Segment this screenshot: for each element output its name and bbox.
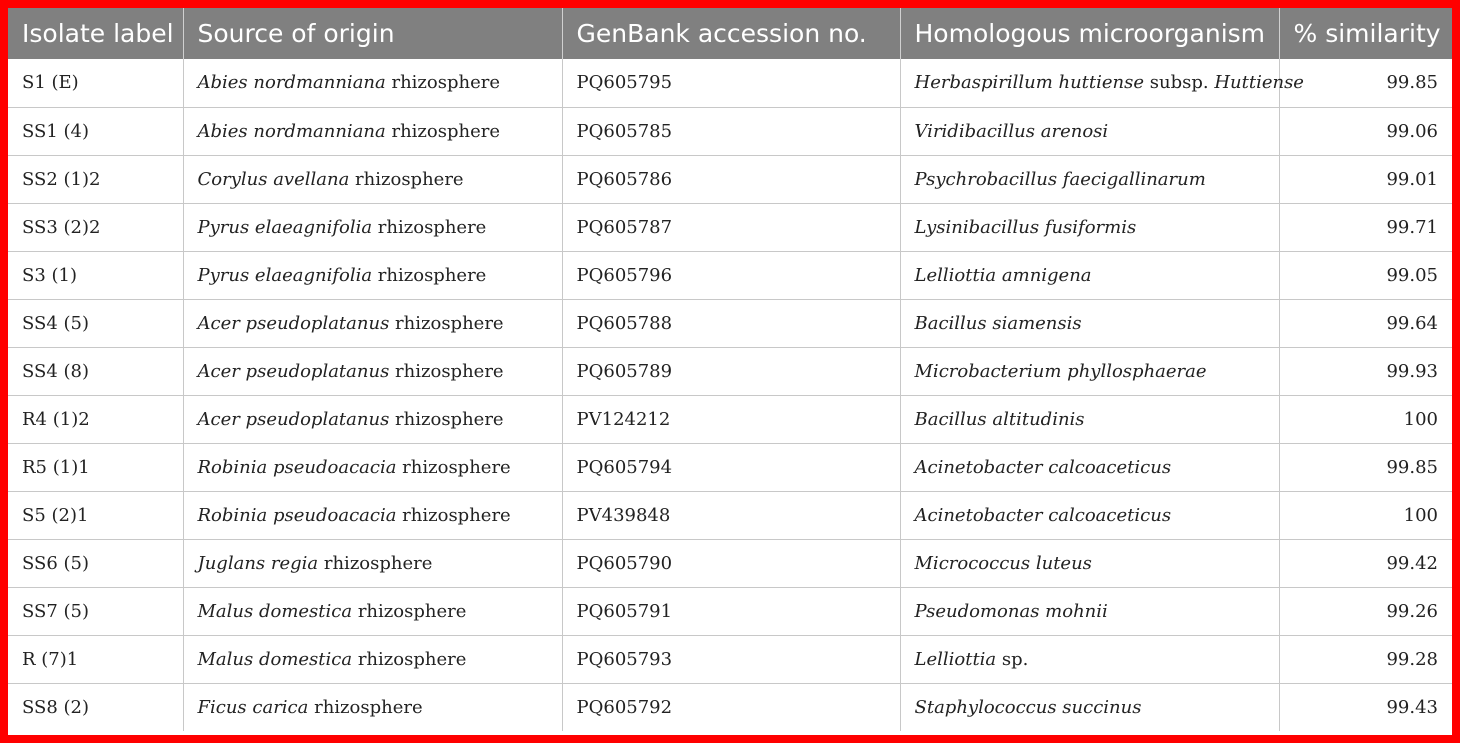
cell-homologous-microorganism	[900, 59, 1304, 107]
cell-homologous-microorganism	[900, 155, 1279, 203]
source-suffix: rhizosphere	[389, 408, 504, 430]
source-species: Acer pseudoplatanus	[197, 408, 390, 430]
table-row	[8, 683, 1452, 731]
table-row	[8, 395, 1452, 443]
source-suffix: rhizosphere	[372, 264, 487, 286]
cell-homologous-microorganism	[900, 491, 1279, 539]
cell-source-of-origin	[183, 203, 562, 251]
cell-source-of-origin	[183, 395, 562, 443]
table-row	[8, 155, 1452, 203]
cell-accession: PQ605789	[562, 347, 900, 395]
organism-name: Bacillus siamensis	[914, 312, 1082, 334]
cell-similarity: 99.71	[1279, 203, 1452, 251]
cell-homologous-microorganism	[900, 203, 1279, 251]
organism-name: Acinetobacter calcoaceticus	[914, 504, 1172, 526]
organism-qualifier: subsp.	[1144, 72, 1215, 94]
source-suffix: rhizosphere	[385, 120, 501, 142]
organism-name: Lelliottia	[914, 648, 997, 670]
cell-isolate-label: SS7 (5)	[8, 587, 183, 635]
source-species: Robinia pseudoacacia	[197, 504, 397, 526]
cell-homologous-microorganism	[900, 443, 1279, 491]
cell-similarity: 99.93	[1279, 347, 1452, 395]
cell-accession: PQ605794	[562, 443, 900, 491]
cell-isolate-label: SS1 (4)	[8, 107, 183, 155]
organism-name: Herbaspirillum huttiense	[914, 72, 1145, 94]
cell-source-of-origin	[183, 299, 562, 347]
header-homologous-microorganism: Homologous microorganism	[900, 8, 1279, 59]
source-species: Abies nordmanniana	[197, 72, 386, 94]
table-row	[8, 635, 1452, 683]
header-source-of-origin: Source of origin	[183, 8, 562, 59]
cell-similarity: 100	[1279, 491, 1452, 539]
organism-name: Staphylococcus succinus	[914, 696, 1142, 718]
cell-accession: PQ605793	[562, 635, 900, 683]
cell-accession: PV439848	[562, 491, 900, 539]
table-row	[8, 347, 1452, 395]
cell-source-of-origin	[183, 107, 562, 155]
cell-homologous-microorganism	[900, 683, 1279, 731]
cell-source-of-origin	[183, 683, 562, 731]
organism-qualifier: sp.	[996, 648, 1029, 670]
cell-source-of-origin	[183, 635, 562, 683]
cell-source-of-origin	[183, 587, 562, 635]
cell-isolate-label: SS2 (1)2	[8, 155, 183, 203]
cell-homologous-microorganism	[900, 107, 1279, 155]
cell-isolate-label: S1 (E)	[8, 59, 183, 107]
organism-name: Psychrobacillus faecigallinarum	[914, 168, 1206, 190]
source-species: Pyrus elaeagnifolia	[197, 264, 373, 286]
source-suffix: rhizosphere	[385, 72, 501, 94]
organism-name: Acinetobacter calcoaceticus	[914, 456, 1172, 478]
organism-name: Micrococcus luteus	[914, 552, 1092, 574]
source-species: Abies nordmanniana	[197, 120, 386, 142]
cell-accession: PQ605795	[562, 59, 900, 107]
source-suffix: rhizosphere	[318, 552, 433, 574]
header-genbank-accession: GenBank accession no.	[562, 8, 900, 59]
cell-source-of-origin	[183, 539, 562, 587]
cell-isolate-label: S5 (2)1	[8, 491, 183, 539]
cell-isolate-label: R5 (1)1	[8, 443, 183, 491]
cell-similarity: 99.64	[1279, 299, 1452, 347]
cell-similarity: 99.26	[1279, 587, 1452, 635]
cell-accession: PQ605785	[562, 107, 900, 155]
source-species: Ficus carica	[197, 696, 309, 718]
table-row	[8, 203, 1452, 251]
cell-similarity: 99.01	[1279, 155, 1452, 203]
cell-homologous-microorganism	[900, 299, 1279, 347]
table-header	[8, 8, 1452, 59]
cell-source-of-origin	[183, 443, 562, 491]
isolate-table	[8, 8, 1452, 731]
cell-accession: PQ605796	[562, 251, 900, 299]
table-body	[8, 59, 1452, 731]
cell-similarity: 100	[1279, 395, 1452, 443]
organism-name: Pseudomonas mohnii	[914, 600, 1108, 622]
table-row	[8, 59, 1452, 107]
source-suffix: rhizosphere	[352, 648, 467, 670]
cell-homologous-microorganism	[900, 395, 1279, 443]
source-species: Corylus avellana	[197, 168, 350, 190]
organism-name: Viridibacillus arenosi	[914, 120, 1109, 142]
organism-name: Lysinibacillus fusiformis	[914, 216, 1137, 238]
cell-homologous-microorganism	[900, 587, 1279, 635]
cell-source-of-origin	[183, 251, 562, 299]
cell-accession: PV124212	[562, 395, 900, 443]
cell-accession: PQ605792	[562, 683, 900, 731]
source-suffix: rhizosphere	[396, 504, 511, 526]
cell-isolate-label: SS6 (5)	[8, 539, 183, 587]
table-row	[8, 107, 1452, 155]
cell-isolate-label: R4 (1)2	[8, 395, 183, 443]
source-suffix: rhizosphere	[352, 600, 467, 622]
cell-similarity: 99.28	[1279, 635, 1452, 683]
table-row	[8, 299, 1452, 347]
source-suffix: rhizosphere	[349, 168, 464, 190]
table-row	[8, 587, 1452, 635]
cell-homologous-microorganism	[900, 539, 1279, 587]
header-row	[8, 8, 1452, 59]
source-species: Acer pseudoplatanus	[197, 312, 390, 334]
cell-homologous-microorganism	[900, 251, 1279, 299]
header-similarity: % similarity	[1279, 8, 1452, 59]
cell-isolate-label: SS4 (5)	[8, 299, 183, 347]
cell-similarity: 99.85	[1279, 443, 1452, 491]
cell-similarity: 99.06	[1279, 107, 1452, 155]
cell-isolate-label: SS8 (2)	[22, 696, 90, 718]
cell-similarity: 99.42	[1279, 539, 1452, 587]
source-species: Pyrus elaeagnifolia	[197, 216, 373, 238]
cell-homologous-microorganism	[900, 635, 1279, 683]
cell-accession: PQ605788	[562, 299, 900, 347]
source-species: Robinia pseudoacacia	[197, 456, 397, 478]
source-species: Malus domestica	[197, 600, 353, 622]
cell-source-of-origin	[183, 59, 562, 107]
organism-name: Lelliottia amnigena	[914, 264, 1092, 286]
cell-isolate-label: SS3 (2)2	[8, 203, 183, 251]
cell-similarity: 99.05	[1279, 251, 1452, 299]
organism-name: Bacillus altitudinis	[914, 408, 1085, 430]
cell-accession: PQ605787	[562, 203, 900, 251]
cell-isolate-label: S3 (1)	[8, 251, 183, 299]
cell-isolate-label: SS4 (8)	[8, 347, 183, 395]
cell-accession: PQ605791	[562, 587, 900, 635]
table-row	[8, 539, 1452, 587]
source-suffix: rhizosphere	[372, 216, 487, 238]
source-species: Malus domestica	[197, 648, 353, 670]
cell-accession: PQ605790	[562, 539, 900, 587]
header-isolate-label: Isolate label	[8, 8, 183, 59]
table-row	[8, 251, 1452, 299]
source-suffix: rhizosphere	[389, 360, 504, 382]
source-species: Acer pseudoplatanus	[197, 360, 390, 382]
cell-isolate-label: R (7)1	[8, 635, 183, 683]
source-suffix: rhizosphere	[396, 456, 511, 478]
cell-homologous-microorganism	[900, 347, 1279, 395]
cell-similarity: 99.43	[1279, 683, 1452, 731]
organism-subspecies: Huttiense	[1214, 72, 1304, 94]
source-suffix: rhizosphere	[389, 312, 504, 334]
cell-similarity: 99.85	[1279, 59, 1452, 107]
source-suffix: rhizosphere	[308, 696, 423, 718]
cell-accession: PQ605786	[562, 155, 900, 203]
table-row	[8, 443, 1452, 491]
source-species: Juglans regia	[197, 552, 319, 574]
cell-source-of-origin	[183, 491, 562, 539]
cell-source-of-origin	[183, 347, 562, 395]
cell-source-of-origin	[183, 155, 562, 203]
organism-name: Microbacterium phyllosphaerae	[914, 360, 1207, 382]
table-row	[8, 491, 1452, 539]
